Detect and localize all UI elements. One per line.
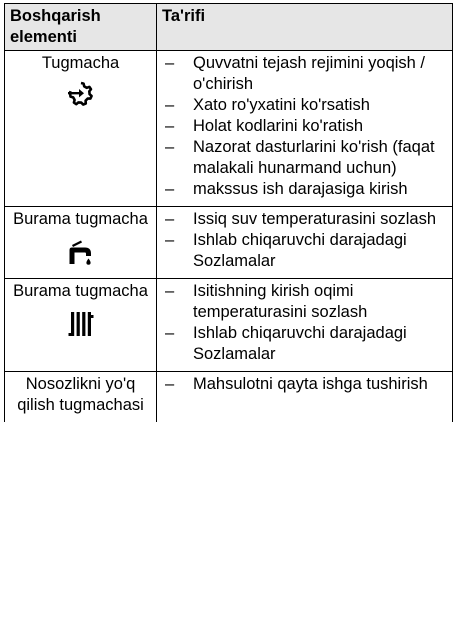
list-item: – Nazorat dasturlarini ko'rish (faqat malakali hunarmand uchun) [165, 138, 435, 177]
table-row [5, 51, 453, 207]
element-label: Burama tugmacha [13, 282, 148, 300]
description-cell [157, 372, 453, 423]
table-header-row [5, 4, 453, 51]
description-cell [157, 51, 453, 207]
description-cell [157, 207, 453, 279]
description-cell [157, 279, 453, 372]
element-cell [5, 51, 157, 207]
list-item: – Isitishning kirish oqimi temperaturasini sozlash [165, 282, 368, 321]
header-description: Ta'rifi [157, 4, 453, 51]
element-label: Tugmacha [41, 54, 120, 72]
element-cell [5, 372, 157, 423]
list-item: – Ishlab chiqaruvchi darajadagi Sozlamalar [165, 324, 407, 363]
description-list [163, 209, 446, 272]
gear-arrow-icon [67, 80, 95, 108]
hot-water-tap-icon [68, 236, 94, 266]
description-list [163, 281, 446, 365]
element-cell [5, 279, 157, 372]
table-row [5, 207, 453, 279]
list-item: – Quvvatni tejash rejimini yoqish / o'chirish [165, 54, 426, 93]
header-control-element: Boshqarish elementi [5, 4, 157, 51]
element-label: Nosozlikni yo'q qilish tugmachasi [17, 375, 144, 414]
description-list [163, 374, 446, 395]
list-item: – makssus ish darajasiga kirish [165, 180, 408, 198]
radiator-icon [68, 308, 94, 340]
controls-table [4, 3, 453, 422]
table-row [5, 279, 453, 372]
list-item: – Ishlab chiqaruvchi darajadagi Sozlamalar [165, 231, 407, 270]
element-label: Burama tugmacha [13, 210, 148, 228]
table-row [5, 372, 453, 423]
list-item: – Holat kodlarini ko'ratish [165, 117, 364, 135]
description-list [163, 53, 446, 200]
element-cell [5, 207, 157, 279]
list-item: – Mahsulotni qayta ishga tushirish [165, 375, 428, 393]
list-item: – Xato ro'yxatini ko'rsatish [165, 96, 370, 114]
list-item: – Issiq suv temperaturasini sozlash [165, 210, 437, 228]
